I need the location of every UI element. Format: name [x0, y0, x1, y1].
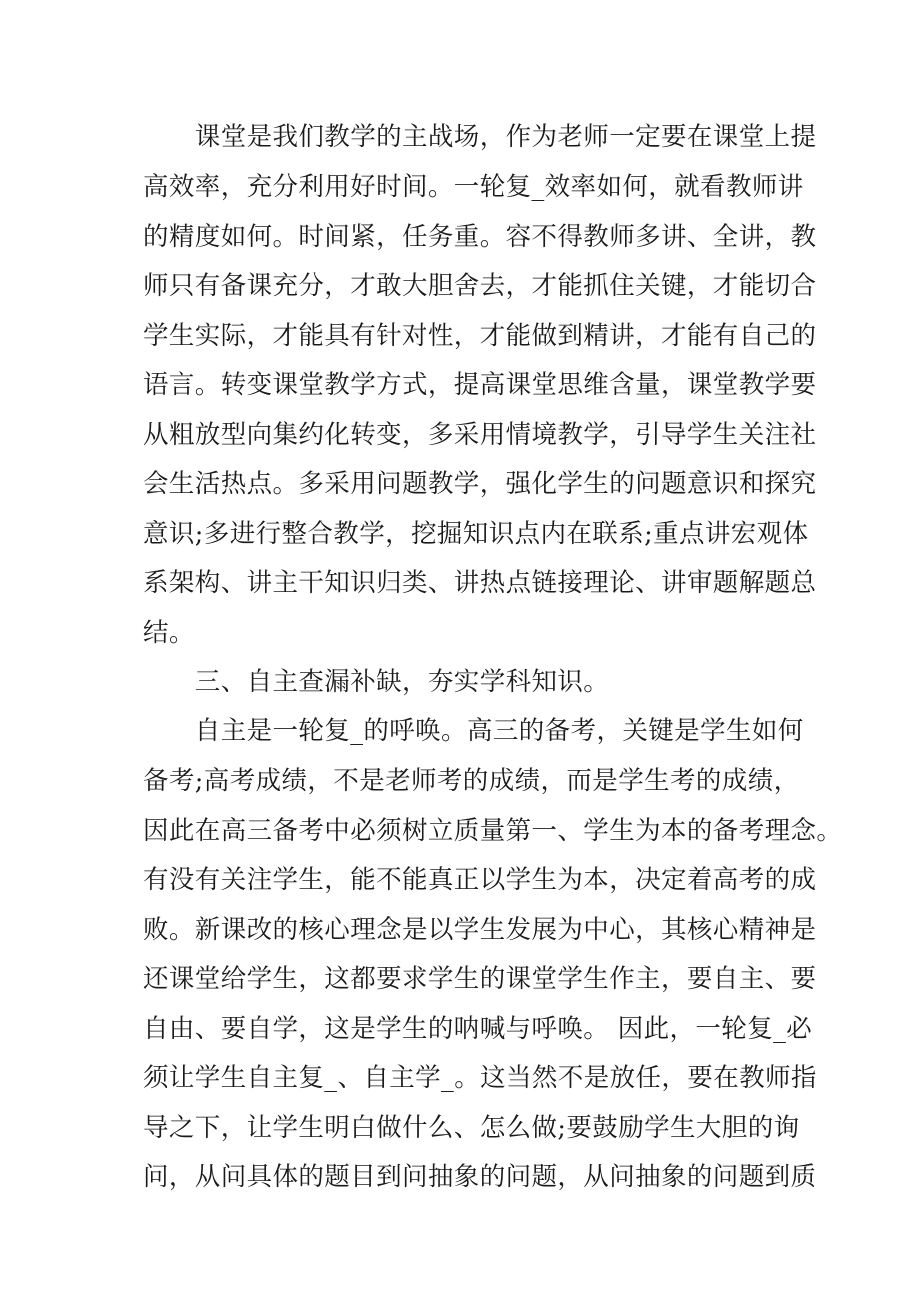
text-line: 须让学生自主复_、自主学_。这当然不是放任，要在教师指: [143, 1063, 817, 1093]
text-line: 因此在高三备考中必须树立质量第一、学生为本的备考理念。: [143, 816, 843, 846]
text-line: 结。: [143, 618, 195, 648]
text-line: 导之下，让学生明白做什么、怎么做;要鼓励学生大胆的询: [143, 1113, 800, 1143]
text-line: 系架构、讲主干知识归类、讲热点链接理论、讲审题解题总: [143, 568, 817, 598]
text-line: 从粗放型向集约化转变，多采用情境教学，引导学生关注社: [143, 420, 817, 450]
text-line: 会生活热点。多采用问题教学，强化学生的问题意识和探究: [143, 469, 817, 499]
text-line: 意识;多进行整合教学，挖掘知识点内在联系;重点讲宏观体: [143, 519, 809, 549]
text-line: 还课堂给学生，这都要求学生的课堂学生作主，要自主、要: [143, 964, 817, 994]
text-line: 自主是一轮复_的呼唤。高三的备考，关键是学生如何: [143, 716, 804, 746]
text-line: 备考;高考成绩，不是老师考的成绩，而是学生考的成绩，: [143, 766, 800, 796]
text-line: 败。新课改的核心理念是以学生发展为中心，其核心精神是: [143, 915, 817, 945]
text-line: 语言。转变课堂教学方式，提高课堂思维含量，课堂教学要: [143, 370, 817, 400]
text-line: 高效率，充分利用好时间。一轮复_效率如何，就看教师讲: [143, 172, 804, 202]
text-line: 的精度如何。时间紧，任务重。容不得教师多讲、全讲，教: [143, 222, 817, 252]
text-line: 问，从问具体的题目到问抽象的问题，从问抽象的问题到质: [143, 1162, 817, 1192]
section-heading: 三、自主查漏补缺，夯实学科知识。: [143, 667, 610, 697]
text-line: 有没有关注学生，能不能真正以学生为本，决定着高考的成: [143, 865, 817, 895]
text-line: 师只有备课充分，才敢大胆舍去，才能抓住关键，才能切合: [143, 271, 817, 301]
text-line: 学生实际，才能具有针对性，才能做到精讲，才能有自己的: [143, 321, 817, 351]
text-line: 自由、要自学，这是学生的呐喊与呼唤。 因此，一轮复_必: [143, 1014, 813, 1044]
text-line: 课堂是我们教学的主战场，作为老师一定要在课堂上提: [143, 122, 817, 152]
